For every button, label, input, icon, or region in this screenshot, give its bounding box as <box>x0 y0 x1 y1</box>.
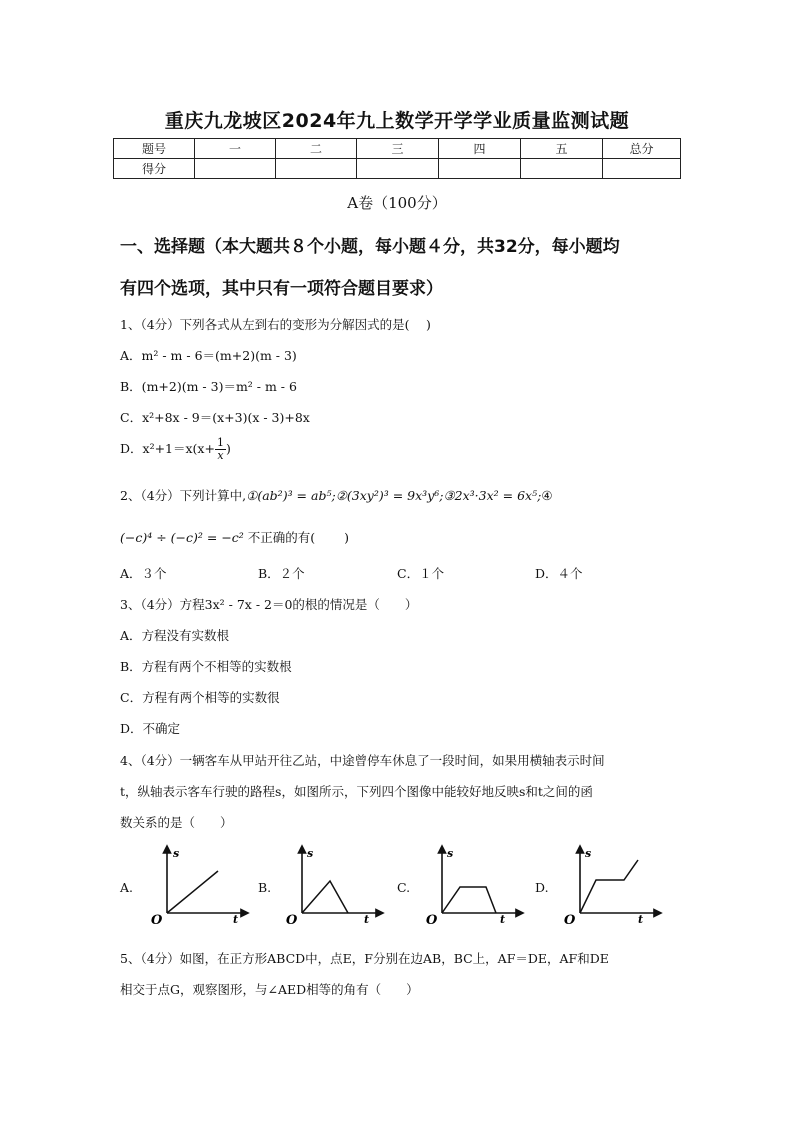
score-header-cell: 四 <box>439 139 521 159</box>
q2-option-c: C．１个 <box>397 566 445 581</box>
q4-stem-line2: t，纵轴表示客车行驶的路程s，如图所示，下列四个图像中能较好地反映s和t之间的函 <box>120 784 593 799</box>
t-axis-label: t <box>233 913 239 925</box>
s-axis-label: s <box>307 847 314 860</box>
q4-graph-d <box>558 843 663 925</box>
graph-line <box>167 871 218 913</box>
score-row-label: 得分 <box>114 159 195 179</box>
part1-heading-line2: 有四个选项，其中只有一项符合题目要求） <box>120 279 443 299</box>
q3-option-c: C．方程有两个相等的实数很 <box>120 690 280 705</box>
q1-option-a: A．m² - m - 6＝(m+2)(m - 3) <box>120 348 297 363</box>
fraction-denominator: x <box>217 449 224 462</box>
score-header-cell: 三 <box>357 139 439 159</box>
graph-line <box>580 860 638 913</box>
score-cell[interactable] <box>195 159 276 179</box>
origin-label: O <box>426 913 438 925</box>
graph-line <box>302 881 348 913</box>
page-title: 重庆九龙坡区2024年九上数学开学学业质量监测试题 <box>164 110 630 132</box>
q1-option-d-prefix: D．x²+1＝x(x+ <box>120 441 215 456</box>
q4-graph-c <box>420 843 525 925</box>
q4-option-d-label: D. <box>535 880 549 895</box>
score-table <box>113 138 681 179</box>
q4-stem-line1: 4、（4分）一辆客车从甲站开往乙站，中途曾停车休息了一段时间，如果用横轴表示时间 <box>120 753 605 768</box>
t-axis-label: t <box>638 913 644 925</box>
score-header-cell: 总分 <box>603 139 681 159</box>
q2-stem-line2 <box>120 528 349 546</box>
score-cell[interactable] <box>603 159 681 179</box>
q4-graph-b <box>280 843 385 925</box>
fraction-numerator: 1 <box>216 436 224 449</box>
t-axis-label: t <box>364 913 370 925</box>
score-table-header-row <box>114 139 681 159</box>
score-cell[interactable] <box>276 159 357 179</box>
q1-option-b: B．(m+2)(m - 3)＝m² - m - 6 <box>120 379 297 394</box>
q2-option-d: D．４个 <box>535 566 583 581</box>
q4-graph-a <box>145 843 250 925</box>
section-a-heading: A卷（100分） <box>347 194 447 212</box>
q2-expr-1: ①(ab²)³ = ab⁵; <box>246 488 336 503</box>
q1-stem: 1、（4分）下列各式从左到右的变形为分解因式的是( ) <box>120 317 431 332</box>
origin-label: O <box>564 913 576 925</box>
origin-label: O <box>286 913 298 925</box>
q3-option-b: B．方程有两个不相等的实数根 <box>120 659 292 674</box>
origin-label: O <box>151 913 163 925</box>
q2-stem-suffix: 不正确的有( ) <box>247 530 350 545</box>
q2-expr-4-label: ④ <box>541 488 553 503</box>
q5-stem-line1: 5、（4分）如图，在正方形ABCD中，点E，F分别在边AB，BC上，AF＝DE，AF和DE <box>120 951 609 966</box>
s-axis-label: s <box>447 847 454 860</box>
q1-option-d <box>120 437 231 462</box>
q4-option-b-label: B. <box>258 880 272 895</box>
q4-option-a-label: A. <box>120 880 134 895</box>
q4-stem-line3: 数关系的是（ ） <box>120 815 233 830</box>
q2-expr-4: (−c)⁴ ÷ (−c)² = −c² <box>120 530 244 545</box>
q2-option-b: B．２个 <box>258 566 305 581</box>
q2-expr-2: ②(3xy²)³ = 9x³y⁶; <box>335 488 444 503</box>
q3-option-d: D．不确定 <box>120 721 181 736</box>
fraction <box>215 437 226 462</box>
score-cell[interactable] <box>439 159 521 179</box>
q1-option-c: C．x²+8x - 9＝(x+3)(x - 3)+8x <box>120 410 310 425</box>
part1-heading-line1: 一、选择题（本大题共８个小题，每小题４分，共32分，每小题均 <box>120 237 620 257</box>
score-cell[interactable] <box>357 159 439 179</box>
score-header-cell: 题号 <box>114 139 195 159</box>
t-axis-label: t <box>500 913 506 925</box>
score-table-row <box>114 159 681 179</box>
score-header-cell: 二 <box>276 139 357 159</box>
q2-stem <box>120 486 553 504</box>
q5-stem-line2: 相交于点G，观察图形，与∠AED相等的角有（ ） <box>120 982 419 997</box>
score-header-cell: 五 <box>521 139 603 159</box>
q3-stem: 3、（4分）方程3x² - 7x - 2＝0的根的情况是（ ） <box>120 597 418 612</box>
q2-option-a: A．３个 <box>120 566 167 581</box>
q2-expr-3: ③2x³·3x² = 6x⁵; <box>443 488 542 503</box>
s-axis-label: s <box>585 847 592 860</box>
q4-option-c-label: C. <box>397 880 411 895</box>
score-cell[interactable] <box>521 159 603 179</box>
q3-option-a: A．方程没有实数根 <box>120 628 230 643</box>
score-header-cell: 一 <box>195 139 276 159</box>
q2-stem-prefix: 2、（4分）下列计算中, <box>120 488 247 503</box>
s-axis-label: s <box>173 847 180 860</box>
q1-option-d-suffix: ) <box>225 441 231 456</box>
graph-line <box>442 887 496 913</box>
